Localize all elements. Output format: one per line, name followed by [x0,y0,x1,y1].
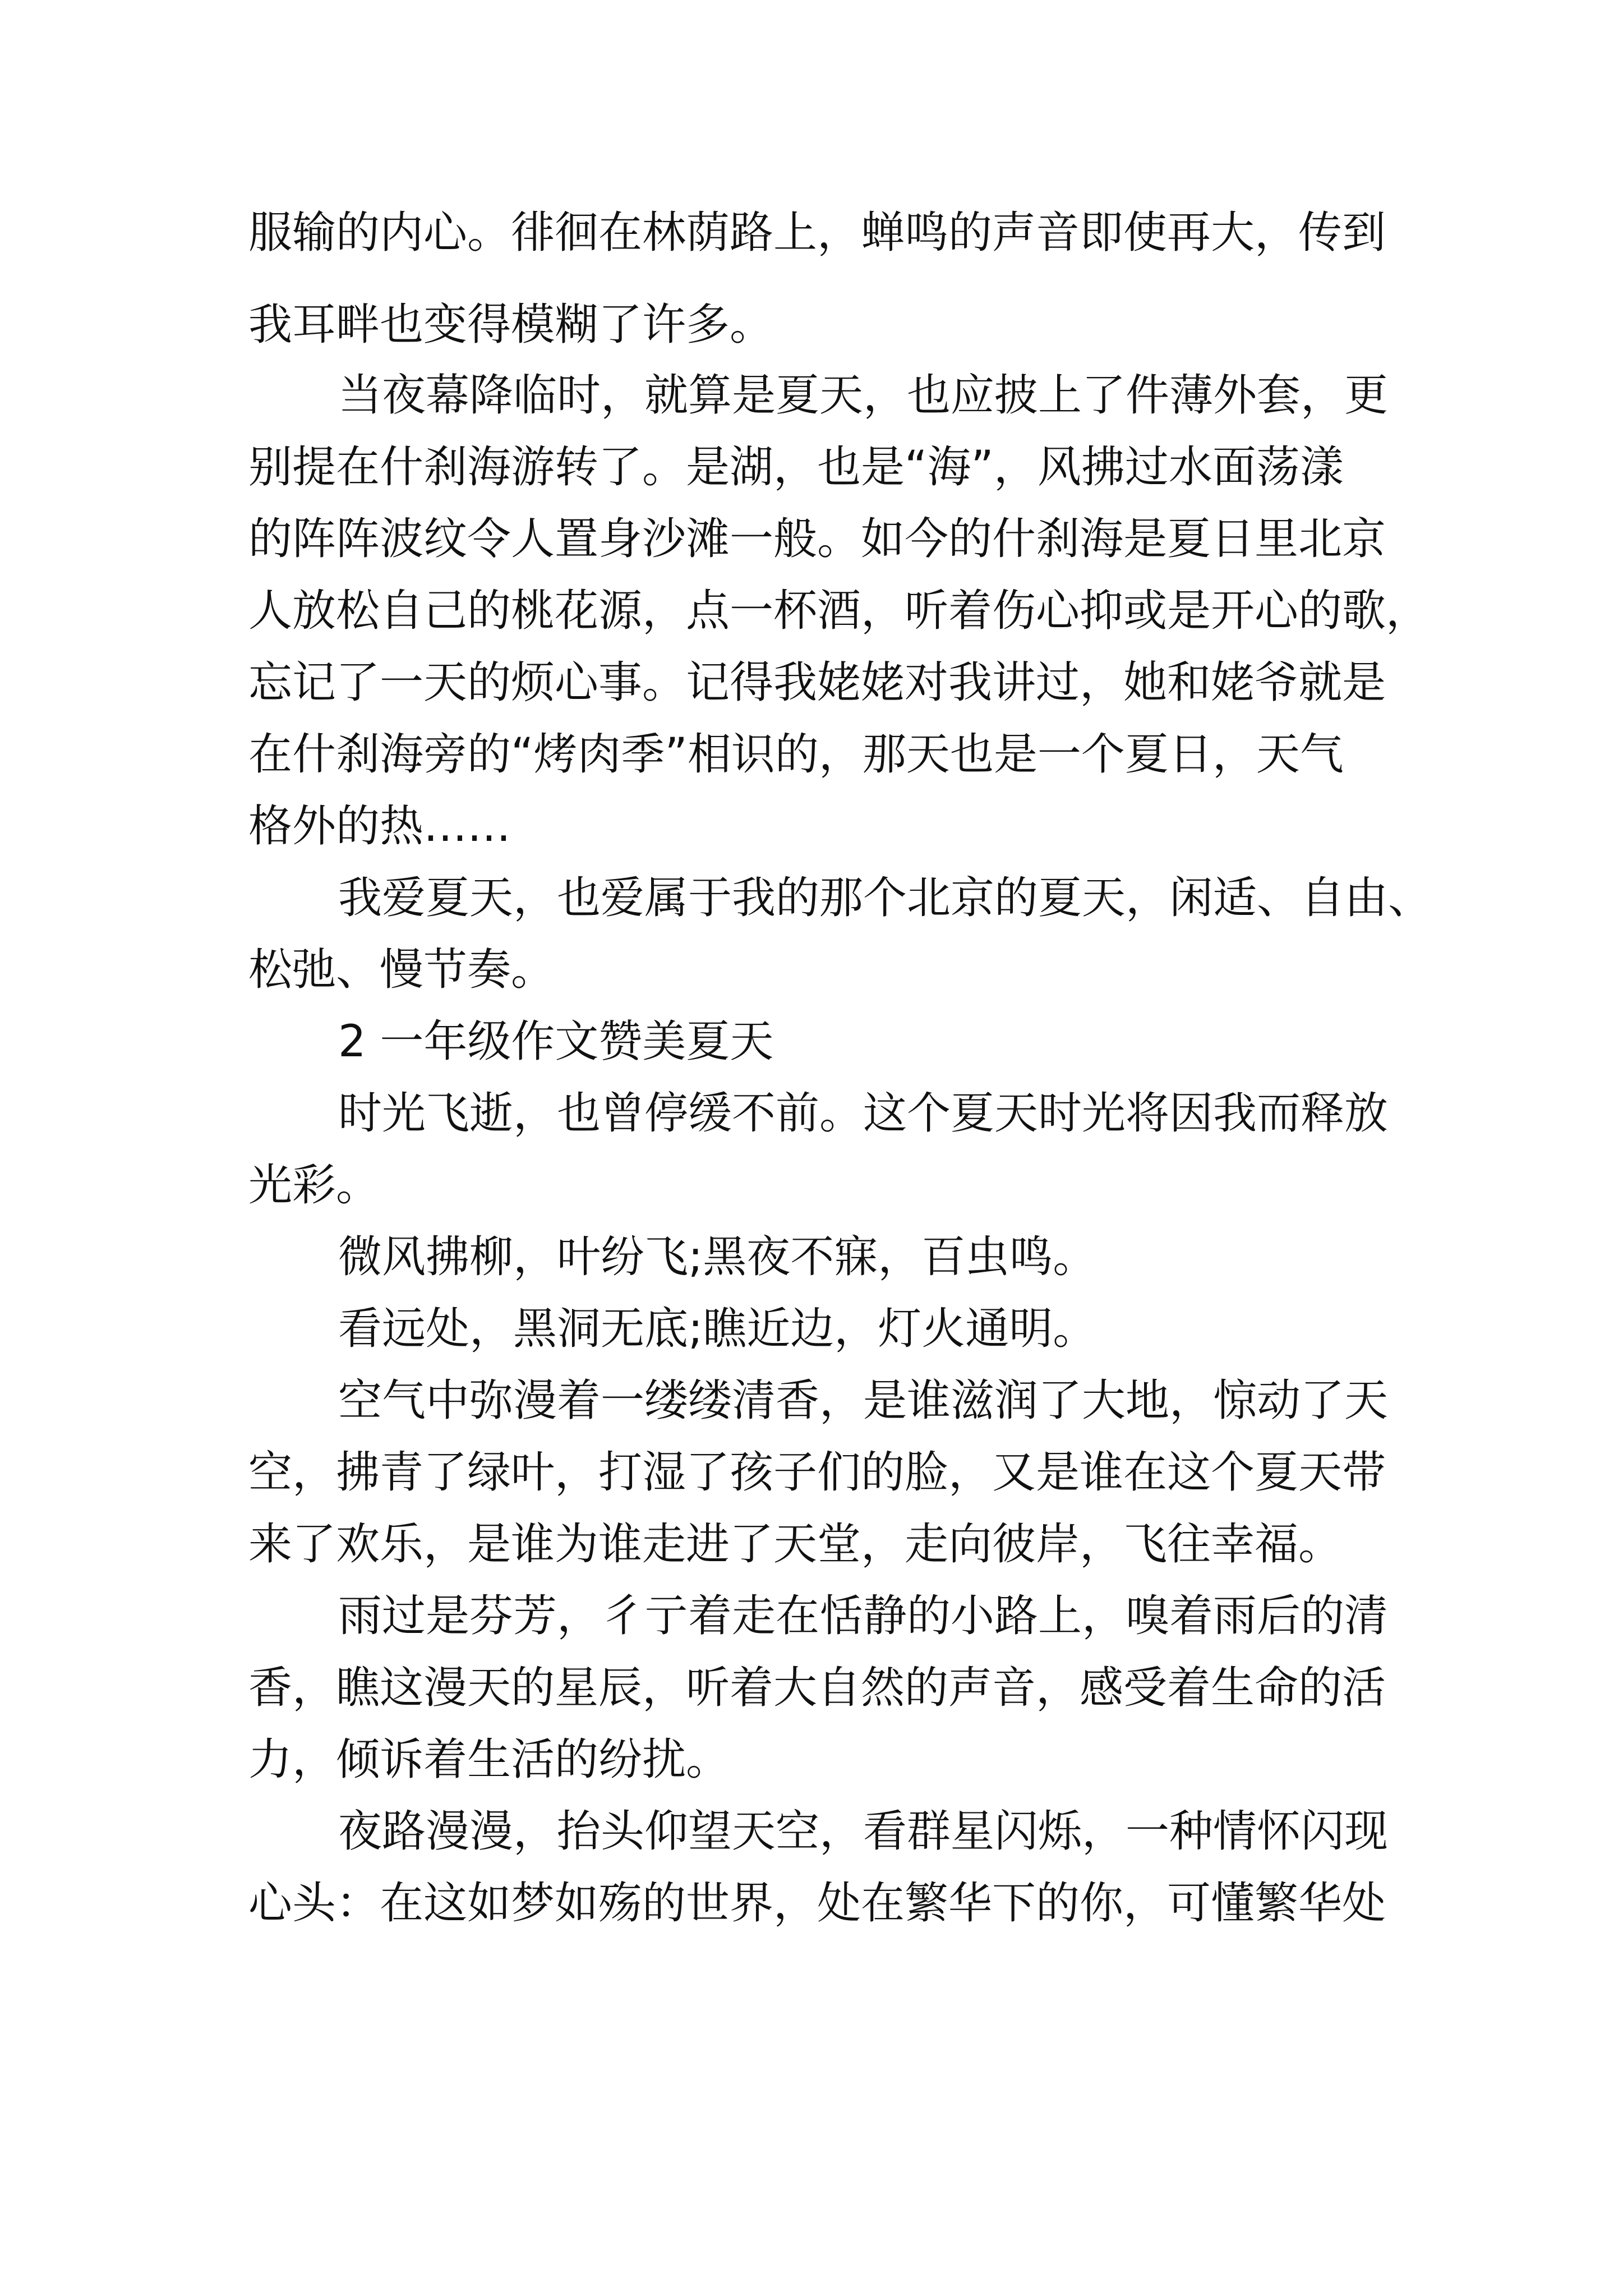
text-line: 雨过是芬芳，彳亍着走在恬静的小路上，嗅着雨后的清 [338,1591,1389,1641]
text-line: 空气中弥漫着一缕缕清香，是谁滋润了大地，惊动了天 [338,1375,1389,1426]
text-line: 服输的内心。徘徊在林荫路上，蝉鸣的声音即使再大，传到 [248,208,1386,258]
text-line: 力，倾诉着生活的纷扰。 [248,1734,730,1785]
text-line: 香，瞧这漫天的星辰，听着大自然的声音，感受着生命的活 [248,1663,1386,1713]
section-heading: 2 一年级作文赞美夏天 [338,1016,774,1067]
text-line: 当夜幕降临时，就算是夏天，也应披上了件薄外套，更 [338,370,1389,421]
text-line: 微风拂柳，叶纷飞;黑夜不寐，百虫鸣。 [338,1232,1097,1282]
text-line: 忘记了一天的烦心事。记得我姥姥对我讲过，她和姥爷就是 [248,657,1386,708]
text-line: 别提在什刹海游转了。是湖，也是“海”，风拂过水面荡漾 [248,442,1344,493]
text-line: 松弛、慢节奏。 [248,945,555,995]
text-line: 心头：在这如梦如殇的世界，处在繁华下的你，可懂繁华处 [248,1878,1386,1929]
text-line: 夜路漫漫，抬头仰望天空，看群星闪烁，一种情怀闪现 [338,1806,1389,1857]
text-line: 人放松自己的桃花源，点一杯酒，听着伤心抑或是开心的歌， [248,586,1430,636]
text-line: 光彩。 [248,1160,380,1211]
text-line: 空，拂青了绿叶，打湿了孩子们的脸，又是谁在这个夏天带 [248,1447,1386,1498]
text-line: 我耳畔也变得模糊了许多。 [248,300,774,350]
text-line: 来了欢乐，是谁为谁走进了天堂，走向彼岸，飞往幸福。 [248,1519,1343,1570]
text-line: 我爱夏天，也爱属于我的那个北京的夏天，闲适、自由、 [338,873,1432,923]
text-line: 在什刹海旁的“烤肉季”相识的，那天也是一个夏日，天气 [248,729,1344,780]
text-line: 的阵阵波纹令人置身沙滩一般。如今的什刹海是夏日里北京 [248,514,1386,564]
text-line: 时光飞逝，也曾停缓不前。这个夏天时光将因我而释放 [338,1088,1389,1139]
text-line: 看远处，黑洞无底;瞧近边，灯火通明。 [338,1304,1097,1354]
text-line: 格外的热…… [248,801,511,852]
